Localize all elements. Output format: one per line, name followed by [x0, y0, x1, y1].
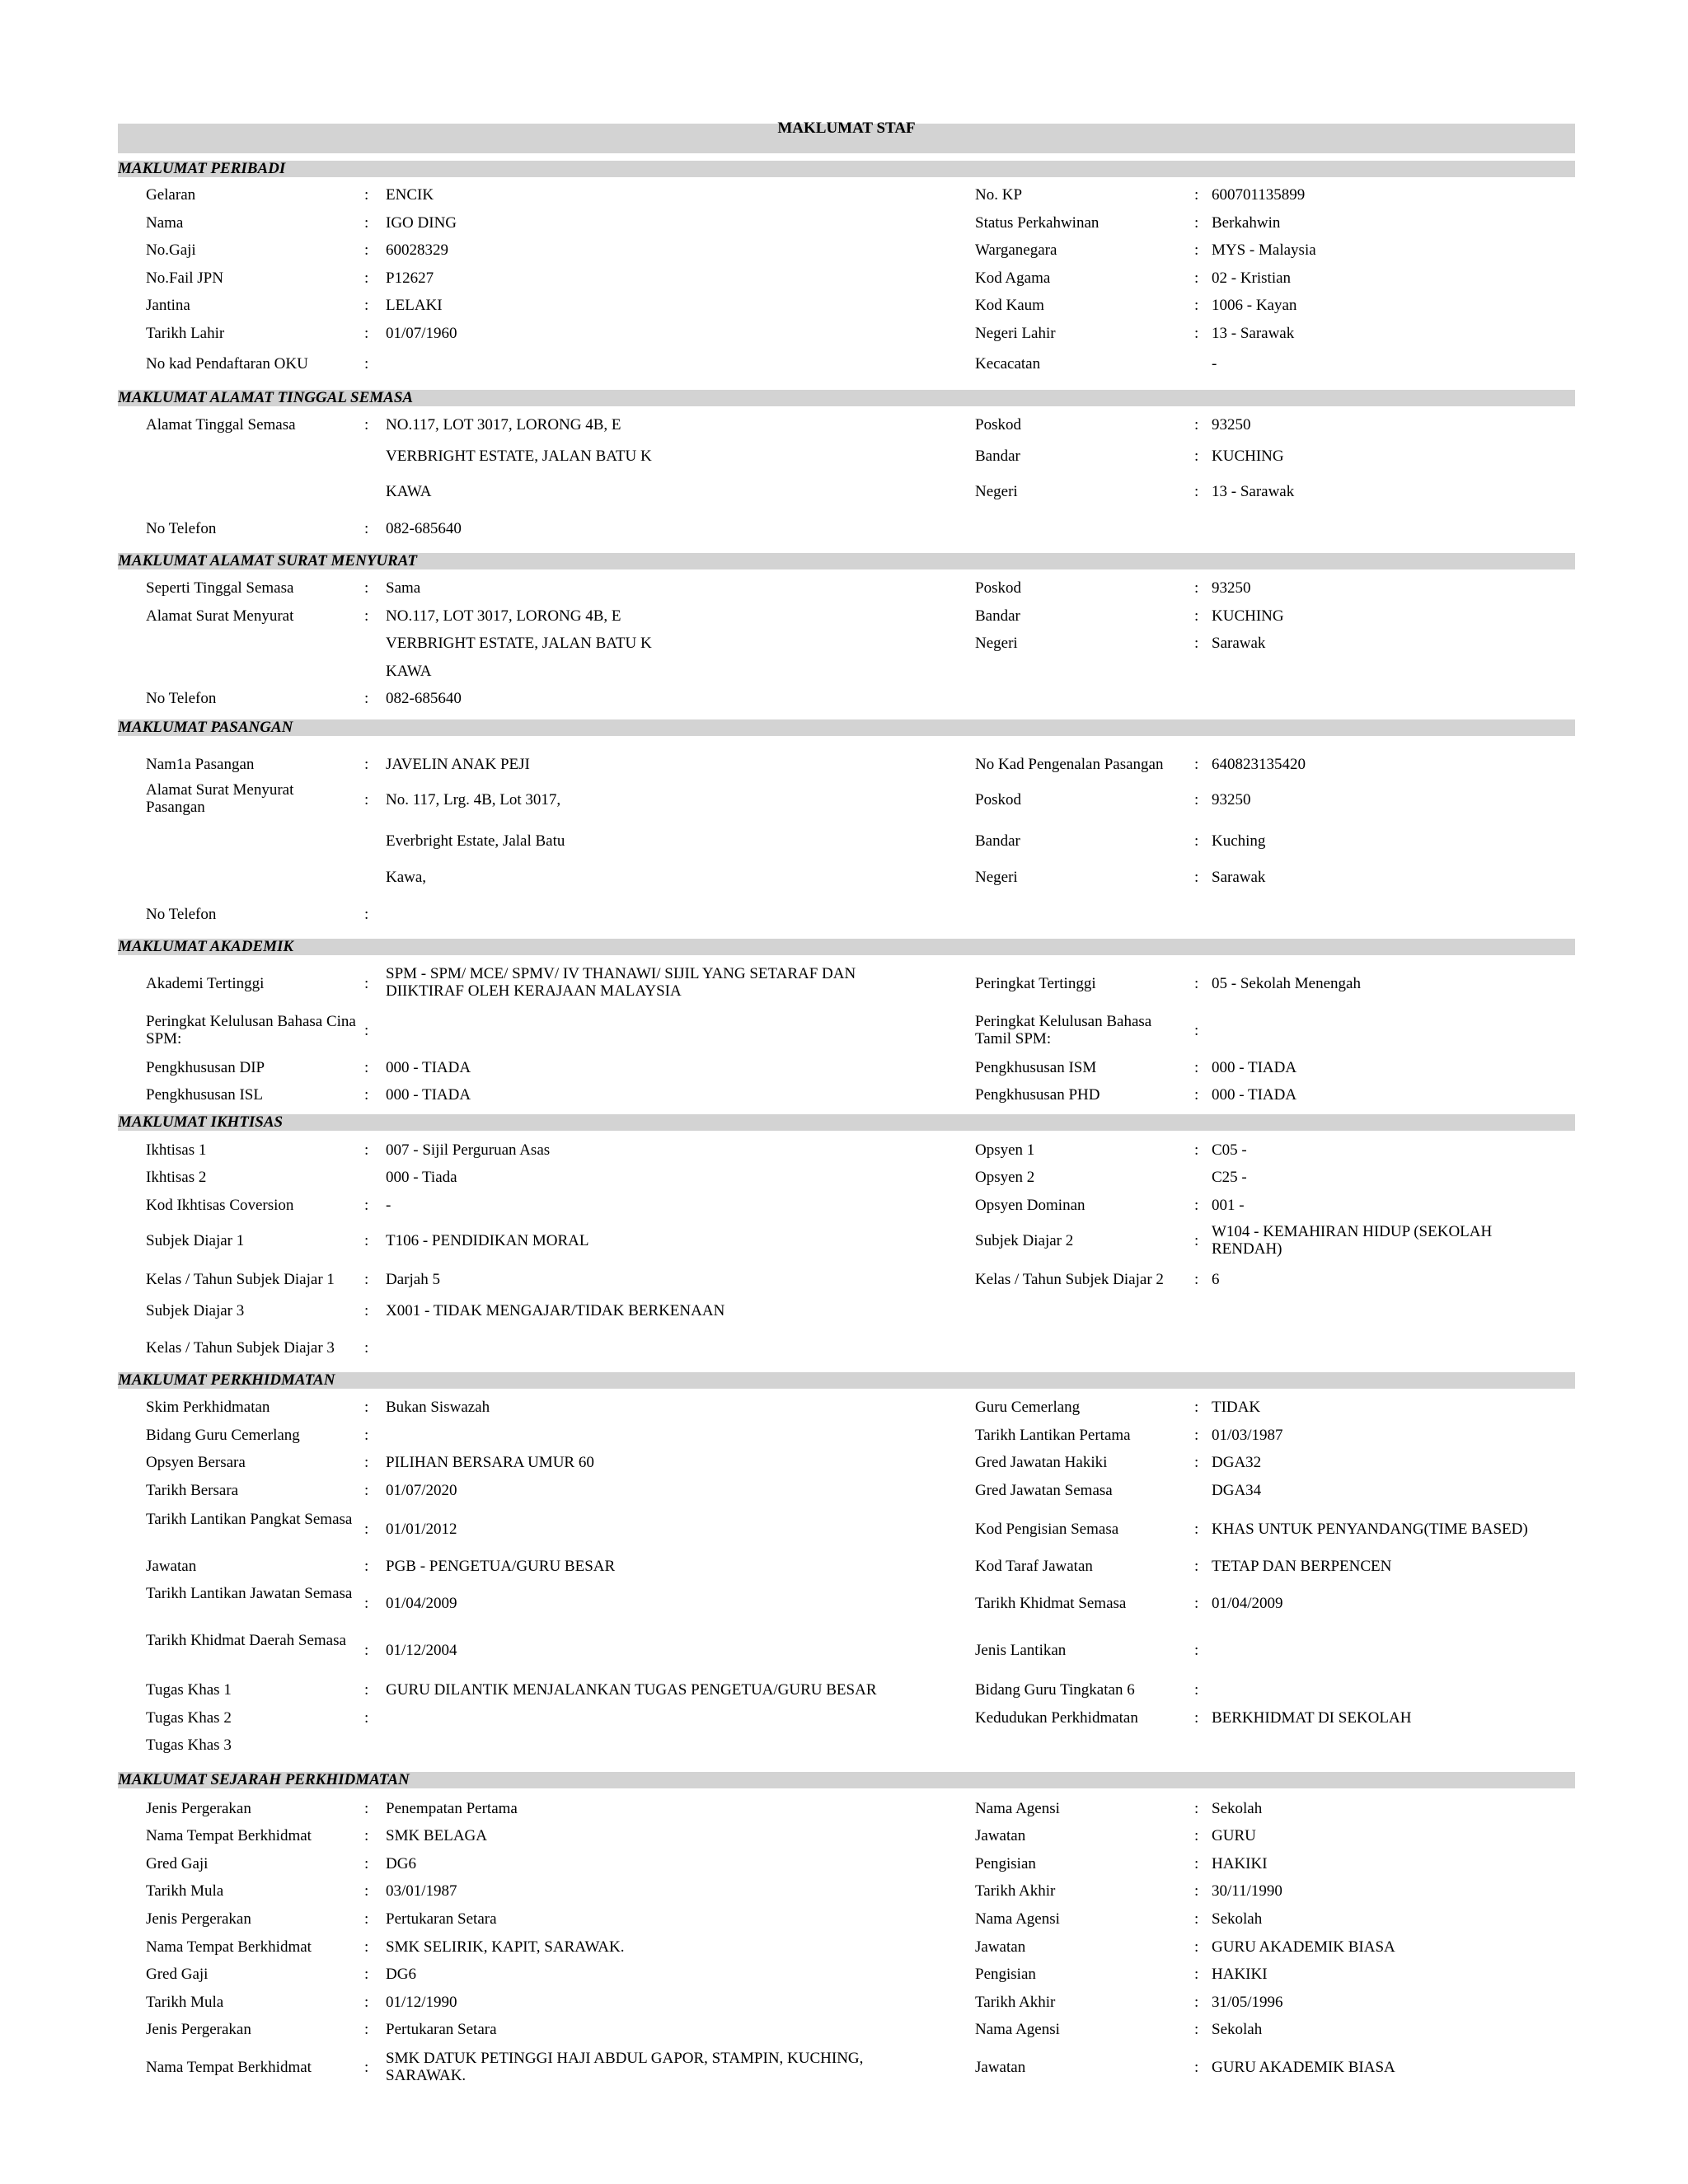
colon-separator: : — [1194, 1558, 1199, 1575]
section-heading-alamat-surat: MAKLUMAT ALAMAT SURAT MENYURAT — [118, 553, 1575, 569]
value-gelaran: ENCIK — [386, 186, 434, 204]
label-warganegara: Warganegara — [975, 241, 1057, 259]
value-alamat-pasangan-line2: Everbright Estate, Jalal Batu — [386, 832, 565, 850]
value-ikhtisas-2: 000 - Tiada — [386, 1169, 457, 1186]
value-tugas-khas-1: GURU DILANTIK MENJALANKAN TUGAS PENGETUA/GURU BESAR — [386, 1681, 877, 1699]
label-nama-pasangan: Nam1a Pasangan — [146, 756, 255, 773]
label-bidang-guru-tingkatan-6: Bidang Guru Tingkatan 6 — [975, 1681, 1135, 1699]
label-pengkhususan-phd: Pengkhususan PHD — [975, 1086, 1100, 1104]
label-kelas-tahun-1: Kelas / Tahun Subjek Diajar 1 — [146, 1271, 335, 1288]
value-negeri-surat: Sarawak — [1212, 635, 1266, 652]
value-peringkat-tertinggi: 05 - Sekolah Menengah — [1212, 975, 1361, 992]
value-gred-jawatan-hakiki: DGA32 — [1212, 1454, 1262, 1471]
colon-separator: : — [1194, 1197, 1199, 1214]
colon-separator: : — [364, 1910, 369, 1928]
label-no-telefon: No Telefon — [146, 520, 217, 537]
colon-separator: : — [1194, 1059, 1199, 1076]
label-peringkat-tertinggi: Peringkat Tertinggi — [975, 975, 1096, 992]
label-bidang-guru-cemerlang: Bidang Guru Cemerlang — [146, 1427, 300, 1444]
value-pengisian: HAKIKI — [1212, 1966, 1268, 1983]
value-opsyen-bersara: PILIHAN BERSARA UMUR 60 — [386, 1454, 594, 1471]
label-pengkhususan-dip: Pengkhususan DIP — [146, 1059, 265, 1076]
colon-separator: : — [1194, 1141, 1199, 1159]
colon-separator: : — [1194, 1271, 1199, 1288]
value-tarikh-bersara: 01/07/2020 — [386, 1482, 457, 1499]
colon-separator: : — [1194, 791, 1199, 808]
colon-separator: : — [364, 1197, 369, 1214]
label-no-kad-oku: No kad Pendaftaran OKU — [146, 355, 308, 373]
value-alamat-pasangan-line3: Kawa, — [386, 869, 427, 886]
value-jawatan-sejarah: GURU AKADEMIK BIASA — [1212, 2059, 1395, 2076]
colon-separator: : — [1194, 297, 1199, 314]
label-jawatan-sejarah: Jawatan — [975, 1938, 1026, 1956]
value-no-telefon: 082-685640 — [386, 520, 462, 537]
colon-separator: : — [1194, 1966, 1199, 1983]
value-tarikh-khidmat-daerah: 01/12/2004 — [386, 1642, 457, 1659]
colon-separator: : — [364, 1232, 369, 1249]
value-subjek-diajar-2: W104 - KEMAHIRAN HIDUP (SEKOLAH RENDAH) — [1212, 1223, 1493, 1258]
colon-separator: : — [1194, 1994, 1199, 2011]
label-gred-gaji: Gred Gaji — [146, 1966, 209, 1983]
label-gred-jawatan-semasa: Gred Jawatan Semasa — [975, 1482, 1113, 1499]
value-no-gaji: 60028329 — [386, 241, 448, 259]
label-pengisian: Pengisian — [975, 1855, 1036, 1872]
value-kod-pengisian-semasa: KHAS UNTUK PENYANDANG(TIME BASED) — [1212, 1521, 1528, 1538]
label-tarikh-mula: Tarikh Mula — [146, 1882, 224, 1900]
label-alamat-surat: Alamat Surat Menyurat — [146, 607, 294, 625]
value-opsyen-dominan: 001 - — [1212, 1197, 1245, 1214]
colon-separator: : — [1194, 2021, 1199, 2038]
colon-separator: : — [364, 1800, 369, 1817]
value-seperti-tinggal: Sama — [386, 579, 421, 597]
value-alamat-surat-line1: NO.117, LOT 3017, LORONG 4B, E — [386, 607, 621, 625]
colon-separator: : — [364, 241, 369, 259]
label-subjek-diajar-3: Subjek Diajar 3 — [146, 1302, 245, 1319]
colon-separator: : — [1194, 241, 1199, 259]
colon-separator: : — [364, 906, 369, 923]
label-jenis-pergerakan: Jenis Pergerakan — [146, 2021, 251, 2038]
label-opsyen-1: Opsyen 1 — [975, 1141, 1035, 1159]
label-alamat-tinggal: Alamat Tinggal Semasa — [146, 416, 296, 434]
value-no-fail-jpn: P12627 — [386, 269, 434, 287]
colon-separator: : — [1194, 975, 1199, 992]
colon-separator: : — [364, 1642, 369, 1659]
section-heading-ikhtisas: MAKLUMAT IKHTISAS — [118, 1114, 1575, 1131]
value-status-perkahwinan: Berkahwin — [1212, 214, 1281, 232]
value-poskod-pasangan: 93250 — [1212, 791, 1251, 808]
colon-separator: : — [364, 1022, 369, 1039]
value-bandar-pasangan: Kuching — [1212, 832, 1266, 850]
colon-separator: : — [1194, 269, 1199, 287]
value-jawatan-sejarah: GURU AKADEMIK BIASA — [1212, 1938, 1395, 1956]
colon-separator: : — [1194, 1399, 1199, 1416]
label-negeri-surat: Negeri — [975, 635, 1018, 652]
label-tarikh-akhir: Tarikh Akhir — [975, 1994, 1056, 2011]
label-kelas-tahun-3: Kelas / Tahun Subjek Diajar 3 — [146, 1339, 335, 1357]
value-tarikh-mula: 01/12/1990 — [386, 1994, 457, 2011]
label-nama-tempat: Nama Tempat Berkhidmat — [146, 2059, 312, 2076]
label-pengkhususan-isl: Pengkhususan ISL — [146, 1086, 263, 1104]
label-kod-kaum: Kod Kaum — [975, 297, 1044, 314]
colon-separator: : — [1194, 1086, 1199, 1104]
colon-separator: : — [364, 756, 369, 773]
label-tugas-khas-1: Tugas Khas 1 — [146, 1681, 232, 1699]
colon-separator: : — [1194, 1827, 1199, 1844]
value-negeri-pasangan: Sarawak — [1212, 869, 1266, 886]
colon-separator: : — [1194, 1427, 1199, 1444]
label-kod-taraf-jawatan: Kod Taraf Jawatan — [975, 1558, 1093, 1575]
colon-separator: : — [1194, 1882, 1199, 1900]
label-no-kp: No. KP — [975, 186, 1023, 204]
colon-separator: : — [364, 1827, 369, 1844]
label-kelulusan-cina: Peringkat Kelulusan Bahasa Cina SPM: — [146, 1013, 356, 1047]
label-kelulusan-tamil: Peringkat Kelulusan Bahasa Tamil SPM: — [975, 1013, 1152, 1047]
colon-separator: : — [364, 214, 369, 232]
value-tarikh-akhir: 30/11/1990 — [1212, 1882, 1282, 1900]
label-nama-agensi: Nama Agensi — [975, 1910, 1060, 1928]
colon-separator: : — [364, 325, 369, 342]
value-nama-agensi: Sekolah — [1212, 1910, 1263, 1928]
value-pengkhususan-ism: 000 - TIADA — [1212, 1059, 1297, 1076]
label-subjek-diajar-2: Subjek Diajar 2 — [975, 1232, 1074, 1249]
colon-separator: : — [1194, 1454, 1199, 1471]
colon-separator: : — [364, 2059, 369, 2076]
label-tarikh-khidmat-semasa: Tarikh Khidmat Semasa — [975, 1595, 1127, 1612]
value-no-telefon-surat: 082-685640 — [386, 690, 462, 707]
value-bandar-surat: KUCHING — [1212, 607, 1284, 625]
label-kod-agama: Kod Agama — [975, 269, 1051, 287]
label-no-telefon-surat: No Telefon — [146, 690, 217, 707]
colon-separator: : — [364, 269, 369, 287]
label-jenis-pergerakan: Jenis Pergerakan — [146, 1800, 251, 1817]
label-nama: Nama — [146, 214, 184, 232]
colon-separator: : — [1194, 1681, 1199, 1699]
section-heading-alamat-tinggal: MAKLUMAT ALAMAT TINGGAL SEMASA — [118, 390, 1575, 406]
label-jawatan-sejarah: Jawatan — [975, 2059, 1026, 2076]
value-subjek-diajar-3: X001 - TIDAK MENGAJAR/TIDAK BERKENAAN — [386, 1302, 725, 1319]
value-jawatan-sejarah: GURU — [1212, 1827, 1256, 1844]
colon-separator: : — [1194, 756, 1199, 773]
colon-separator: : — [364, 791, 369, 808]
colon-separator: : — [364, 1595, 369, 1612]
colon-separator: : — [364, 297, 369, 314]
section-heading-akademik: MAKLUMAT AKADEMIK — [118, 939, 1575, 955]
document-title-bar — [118, 120, 1575, 153]
value-kelas-tahun-2: 6 — [1212, 1271, 1220, 1288]
label-nama-agensi: Nama Agensi — [975, 1800, 1060, 1817]
value-nama: IGO DING — [386, 214, 457, 232]
label-jantina: Jantina — [146, 297, 190, 314]
label-tarikh-lantikan-jawatan: Tarikh Lantikan Jawatan Semasa — [146, 1585, 353, 1602]
label-opsyen-dominan: Opsyen Dominan — [975, 1197, 1085, 1214]
document-title: MAKLUMAT STAF — [777, 120, 916, 137]
value-no-kp: 600701135899 — [1212, 186, 1306, 204]
colon-separator: : — [364, 1339, 369, 1357]
label-negeri-lahir: Negeri Lahir — [975, 325, 1056, 342]
value-gred-gaji: DG6 — [386, 1855, 416, 1872]
label-nama-agensi: Nama Agensi — [975, 2021, 1060, 2038]
value-ikhtisas-1: 007 - Sijil Perguruan Asas — [386, 1141, 551, 1159]
colon-separator: : — [1194, 1938, 1199, 1956]
value-kelas-tahun-1: Darjah 5 — [386, 1271, 440, 1288]
value-kod-ikhtisas-coversion: - — [386, 1197, 392, 1214]
colon-separator: : — [1194, 448, 1199, 465]
label-kp-pasangan: No Kad Pengenalan Pasangan — [975, 756, 1164, 773]
label-tugas-khas-2: Tugas Khas 2 — [146, 1709, 232, 1727]
value-guru-cemerlang: TIDAK — [1212, 1399, 1261, 1416]
value-poskod-surat: 93250 — [1212, 579, 1251, 597]
label-opsyen-bersara: Opsyen Bersara — [146, 1454, 246, 1471]
colon-separator: : — [1194, 1800, 1199, 1817]
value-kod-kaum: 1006 - Kayan — [1212, 297, 1297, 314]
label-alamat-pasangan: Alamat Surat Menyurat Pasangan — [146, 781, 294, 816]
value-jenis-pergerakan: Pertukaran Setara — [386, 1910, 497, 1928]
label-poskod-pasangan: Poskod — [975, 791, 1021, 808]
value-skim-perkhidmatan: Bukan Siswazah — [386, 1399, 490, 1416]
label-kod-pengisian-semasa: Kod Pengisian Semasa — [975, 1521, 1119, 1538]
value-akademi-tertinggi: SPM - SPM/ MCE/ SPMV/ IV THANAWI/ SIJIL YANG SETARAF DAN DIIKTIRAF OLEH KERAJAAN MALAYSIA — [386, 965, 856, 1000]
label-no-gaji: No.Gaji — [146, 241, 196, 259]
label-nama-tempat: Nama Tempat Berkhidmat — [146, 1938, 312, 1956]
value-alamat-tinggal-line3: KAWA — [386, 483, 432, 500]
label-tarikh-khidmat-daerah: Tarikh Khidmat Daerah Semasa — [146, 1632, 346, 1649]
value-alamat-surat-line2: VERBRIGHT ESTATE, JALAN BATU K — [386, 635, 652, 652]
colon-separator: : — [364, 1521, 369, 1538]
label-gred-gaji: Gred Gaji — [146, 1855, 209, 1872]
colon-separator: : — [1194, 869, 1199, 886]
value-gred-jawatan-semasa: DGA34 — [1212, 1482, 1262, 1499]
value-tarikh-lahir: 01/07/1960 — [386, 325, 457, 342]
colon-separator: : — [364, 607, 369, 625]
label-jenis-pergerakan: Jenis Pergerakan — [146, 1910, 251, 1928]
label-bandar-surat: Bandar — [975, 607, 1020, 625]
colon-separator: : — [364, 520, 369, 537]
value-nama-tempat: SMK SELIRIK, KAPIT, SARAWAK. — [386, 1938, 625, 1956]
colon-separator: : — [1194, 1855, 1199, 1872]
value-pengkhususan-phd: 000 - TIADA — [1212, 1086, 1297, 1104]
colon-separator: : — [364, 1399, 369, 1416]
colon-separator: : — [364, 1994, 369, 2011]
section-heading-pasangan: MAKLUMAT PASANGAN — [118, 719, 1575, 736]
colon-separator: : — [1194, 483, 1199, 500]
value-subjek-diajar-1: T106 - PENDIDIKAN MORAL — [386, 1232, 589, 1249]
value-tarikh-khidmat-semasa: 01/04/2009 — [1212, 1595, 1283, 1612]
value-bandar: KUCHING — [1212, 448, 1284, 465]
value-alamat-tinggal-line2: VERBRIGHT ESTATE, JALAN BATU K — [386, 448, 652, 465]
label-kod-ikhtisas-coversion: Kod Ikhtisas Coversion — [146, 1197, 294, 1214]
colon-separator: : — [1194, 635, 1199, 652]
label-tarikh-lantikan-pertama: Tarikh Lantikan Pertama — [975, 1427, 1131, 1444]
value-kecacatan: - — [1212, 355, 1217, 373]
label-no-fail-jpn: No.Fail JPN — [146, 269, 223, 287]
colon-separator: : — [1194, 1595, 1199, 1612]
value-tarikh-akhir: 31/05/1996 — [1212, 1994, 1283, 2011]
value-alamat-tinggal-line1: NO.117, LOT 3017, LORONG 4B, E — [386, 416, 621, 434]
label-kedudukan-perkhidmatan: Kedudukan Perkhidmatan — [975, 1709, 1138, 1727]
label-telefon-pasangan: No Telefon — [146, 906, 217, 923]
label-bandar-pasangan: Bandar — [975, 832, 1020, 850]
label-tarikh-lahir: Tarikh Lahir — [146, 325, 225, 342]
label-tugas-khas-3: Tugas Khas 3 — [146, 1736, 232, 1754]
value-jantina: LELAKI — [386, 297, 443, 314]
value-kp-pasangan: 640823135420 — [1212, 756, 1306, 773]
value-tarikh-lantikan-pertama: 01/03/1987 — [1212, 1427, 1283, 1444]
colon-separator: : — [364, 1855, 369, 1872]
label-kelas-tahun-2: Kelas / Tahun Subjek Diajar 2 — [975, 1271, 1164, 1288]
value-opsyen-1: C05 - — [1212, 1141, 1247, 1159]
colon-separator: : — [1194, 1232, 1199, 1249]
colon-separator: : — [1194, 1022, 1199, 1039]
label-guru-cemerlang: Guru Cemerlang — [975, 1399, 1081, 1416]
colon-separator: : — [364, 1482, 369, 1499]
value-pengisian: HAKIKI — [1212, 1855, 1268, 1872]
colon-separator: : — [364, 1454, 369, 1471]
colon-separator: : — [1194, 607, 1199, 625]
value-negeri: 13 - Sarawak — [1212, 483, 1295, 500]
colon-separator: : — [1194, 1642, 1199, 1659]
value-jenis-pergerakan: Pertukaran Setara — [386, 2021, 497, 2038]
value-nama-agensi: Sekolah — [1212, 1800, 1263, 1817]
value-negeri-lahir: 13 - Sarawak — [1212, 325, 1295, 342]
label-poskod-surat: Poskod — [975, 579, 1021, 597]
colon-separator: : — [1194, 214, 1199, 232]
label-gelaran: Gelaran — [146, 186, 196, 204]
colon-separator: : — [1194, 325, 1199, 342]
label-subjek-diajar-1: Subjek Diajar 1 — [146, 1232, 245, 1249]
label-gred-jawatan-hakiki: Gred Jawatan Hakiki — [975, 1454, 1108, 1471]
colon-separator: : — [1194, 416, 1199, 434]
colon-separator: : — [1194, 186, 1199, 204]
value-warganegara: MYS - Malaysia — [1212, 241, 1316, 259]
label-skim-perkhidmatan: Skim Perkhidmatan — [146, 1399, 270, 1416]
value-jenis-pergerakan: Penempatan Pertama — [386, 1800, 518, 1817]
label-negeri: Negeri — [975, 483, 1018, 500]
colon-separator: : — [364, 416, 369, 434]
label-tarikh-bersara: Tarikh Bersara — [146, 1482, 239, 1499]
colon-separator: : — [364, 1086, 369, 1104]
label-negeri-pasangan: Negeri — [975, 869, 1018, 886]
value-alamat-pasangan-line1: No. 117, Lrg. 4B, Lot 3017, — [386, 791, 561, 808]
section-heading-peribadi: MAKLUMAT PERIBADI — [118, 161, 1575, 177]
value-nama-pasangan: JAVELIN ANAK PEJI — [386, 756, 530, 773]
section-heading-perkhidmatan: MAKLUMAT PERKHIDMATAN — [118, 1372, 1575, 1389]
label-pengkhususan-ism: Pengkhususan ISM — [975, 1059, 1097, 1076]
colon-separator: : — [364, 975, 369, 992]
value-nama-tempat: SMK BELAGA — [386, 1827, 487, 1844]
label-ikhtisas-1: Ikhtisas 1 — [146, 1141, 207, 1159]
value-nama-tempat: SMK DATUK PETINGGI HAJI ABDUL GAPOR, STAMPIN, KUCHING, SARAWAK. — [386, 2050, 864, 2084]
value-kedudukan-perkhidmatan: BERKHIDMAT DI SEKOLAH — [1212, 1709, 1412, 1727]
value-tarikh-mula: 03/01/1987 — [386, 1882, 457, 1900]
label-tarikh-akhir: Tarikh Akhir — [975, 1882, 1056, 1900]
colon-separator: : — [1194, 1910, 1199, 1928]
value-kod-taraf-jawatan: TETAP DAN BERPENCEN — [1212, 1558, 1392, 1575]
value-jawatan: PGB - PENGETUA/GURU BESAR — [386, 1558, 616, 1575]
colon-separator: : — [364, 1427, 369, 1444]
label-tarikh-mula: Tarikh Mula — [146, 1994, 224, 2011]
value-poskod: 93250 — [1212, 416, 1251, 434]
label-tarikh-lantikan-pangkat: Tarikh Lantikan Pangkat Semasa — [146, 1511, 353, 1528]
colon-separator: : — [364, 1966, 369, 1983]
colon-separator: : — [1194, 1709, 1199, 1727]
value-tarikh-lantikan-jawatan: 01/04/2009 — [386, 1595, 457, 1612]
value-pengkhususan-isl: 000 - TIADA — [386, 1086, 471, 1104]
label-status-perkahwinan: Status Perkahwinan — [975, 214, 1100, 232]
label-jawatan: Jawatan — [146, 1558, 197, 1575]
label-opsyen-2: Opsyen 2 — [975, 1169, 1035, 1186]
colon-separator: : — [364, 1141, 369, 1159]
label-akademi-tertinggi: Akademi Tertinggi — [146, 975, 265, 992]
colon-separator: : — [364, 1302, 369, 1319]
colon-separator: : — [364, 186, 369, 204]
label-seperti-tinggal: Seperti Tinggal Semasa — [146, 579, 294, 597]
label-nama-tempat: Nama Tempat Berkhidmat — [146, 1827, 312, 1844]
value-gred-gaji: DG6 — [386, 1966, 416, 1983]
colon-separator: : — [364, 1709, 369, 1727]
value-alamat-surat-line3: KAWA — [386, 663, 432, 680]
label-pengisian: Pengisian — [975, 1966, 1036, 1983]
colon-separator: : — [364, 1059, 369, 1076]
colon-separator: : — [364, 579, 369, 597]
value-pengkhususan-dip: 000 - TIADA — [386, 1059, 471, 1076]
colon-separator: : — [364, 1882, 369, 1900]
colon-separator: : — [1194, 579, 1199, 597]
section-heading-sejarah: MAKLUMAT SEJARAH PERKHIDMATAN — [118, 1772, 1575, 1788]
label-kecacatan: Kecacatan — [975, 355, 1041, 373]
value-opsyen-2: C25 - — [1212, 1169, 1247, 1186]
colon-separator: : — [364, 690, 369, 707]
colon-separator: : — [364, 1271, 369, 1288]
value-kod-agama: 02 - Kristian — [1212, 269, 1292, 287]
colon-separator: : — [364, 1558, 369, 1575]
label-bandar: Bandar — [975, 448, 1020, 465]
colon-separator: : — [1194, 1521, 1199, 1538]
colon-separator: : — [1194, 2059, 1199, 2076]
value-tarikh-lantikan-pangkat: 01/01/2012 — [386, 1521, 457, 1538]
colon-separator: : — [364, 1681, 369, 1699]
label-poskod: Poskod — [975, 416, 1021, 434]
colon-separator: : — [1194, 832, 1199, 850]
label-jenis-lantikan: Jenis Lantikan — [975, 1642, 1067, 1659]
colon-separator: : — [364, 1938, 369, 1956]
label-jawatan-sejarah: Jawatan — [975, 1827, 1026, 1844]
value-nama-agensi: Sekolah — [1212, 2021, 1263, 2038]
label-ikhtisas-2: Ikhtisas 2 — [146, 1169, 207, 1186]
colon-separator: : — [364, 2021, 369, 2038]
colon-separator: : — [364, 355, 369, 373]
